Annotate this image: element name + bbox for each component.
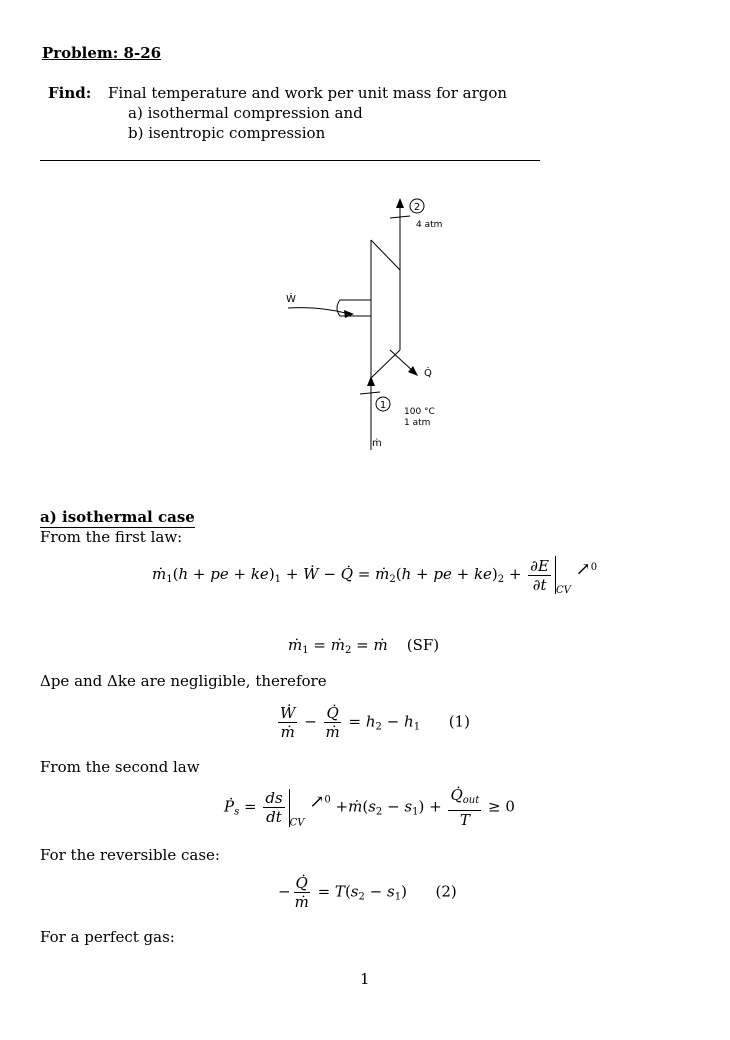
mass-balance-equation: ṁ$_1$ = ṁ$_2$ = ṁ (SF) (288, 636, 440, 656)
header-divider (40, 160, 540, 161)
reversible-intro: For the reversible case: (40, 846, 220, 864)
first-law-intro: From the first law: (40, 528, 183, 546)
first-law-equation: ṁ$_1$(h + pe + $ke)_1$ + Ẇ − Q̇ = ṁ$_2$(h + pe + $ke)_2$ + $\frac{\partial E}{\partial t}$ $_{CV}$ ↗$^0$ (152, 556, 598, 596)
state2-pressure: 4 atm (416, 220, 443, 230)
work-label: Ẇ (286, 294, 296, 305)
section-heading: a) isothermal case (40, 508, 195, 526)
heat-label: Q̇ (424, 368, 432, 379)
equation-2: − $\frac{Q̇}{\text{ṁ}}$ = $T(s_2 - s_1)$ (2) (278, 874, 457, 911)
page-number: 1 (360, 970, 370, 988)
equation-2-tag: (2) (435, 882, 457, 901)
find-item-a: a) isothermal compression and (128, 104, 363, 122)
state2-number: 2 (413, 202, 421, 213)
equation-1: $\frac{\text{Ẇ}}{\text{ṁ}}$ − $\frac{Q̇}{\text{ṁ}}$ = $h_2 - h_1$ (1) (280, 704, 470, 741)
mass-flow-label: ṁ (372, 438, 382, 449)
second-law-intro: From the second law (40, 758, 200, 776)
find-item-b: b) isentropic compression (128, 124, 326, 142)
perfect-gas-intro: For a perfect gas: (40, 928, 175, 946)
steady-flow-note: (SF) (406, 636, 440, 654)
find-label: Find: (48, 84, 92, 102)
compressor-diagram (280, 190, 460, 460)
second-law-equation: Ṗ$_s$ = $\frac{ds}{dt}$ $_{CV}$ ↗$^0$ $+ṁ(s_2 - s_1)$ + $\frac{Q̇_{out}}{T}$ ≥ 0 (224, 786, 515, 829)
state1-number: 1 (379, 400, 387, 411)
negligible-text: Δpe and Δke are negligible, therefore (40, 672, 327, 690)
find-text: Final temperature and work per unit mass for argon (108, 84, 508, 102)
problem-title: Problem: 8-26 (42, 44, 162, 62)
state1-temperature: 100 °C (404, 407, 435, 417)
state1-pressure: 1 atm (404, 418, 431, 428)
equation-1-tag: (1) (448, 712, 470, 731)
